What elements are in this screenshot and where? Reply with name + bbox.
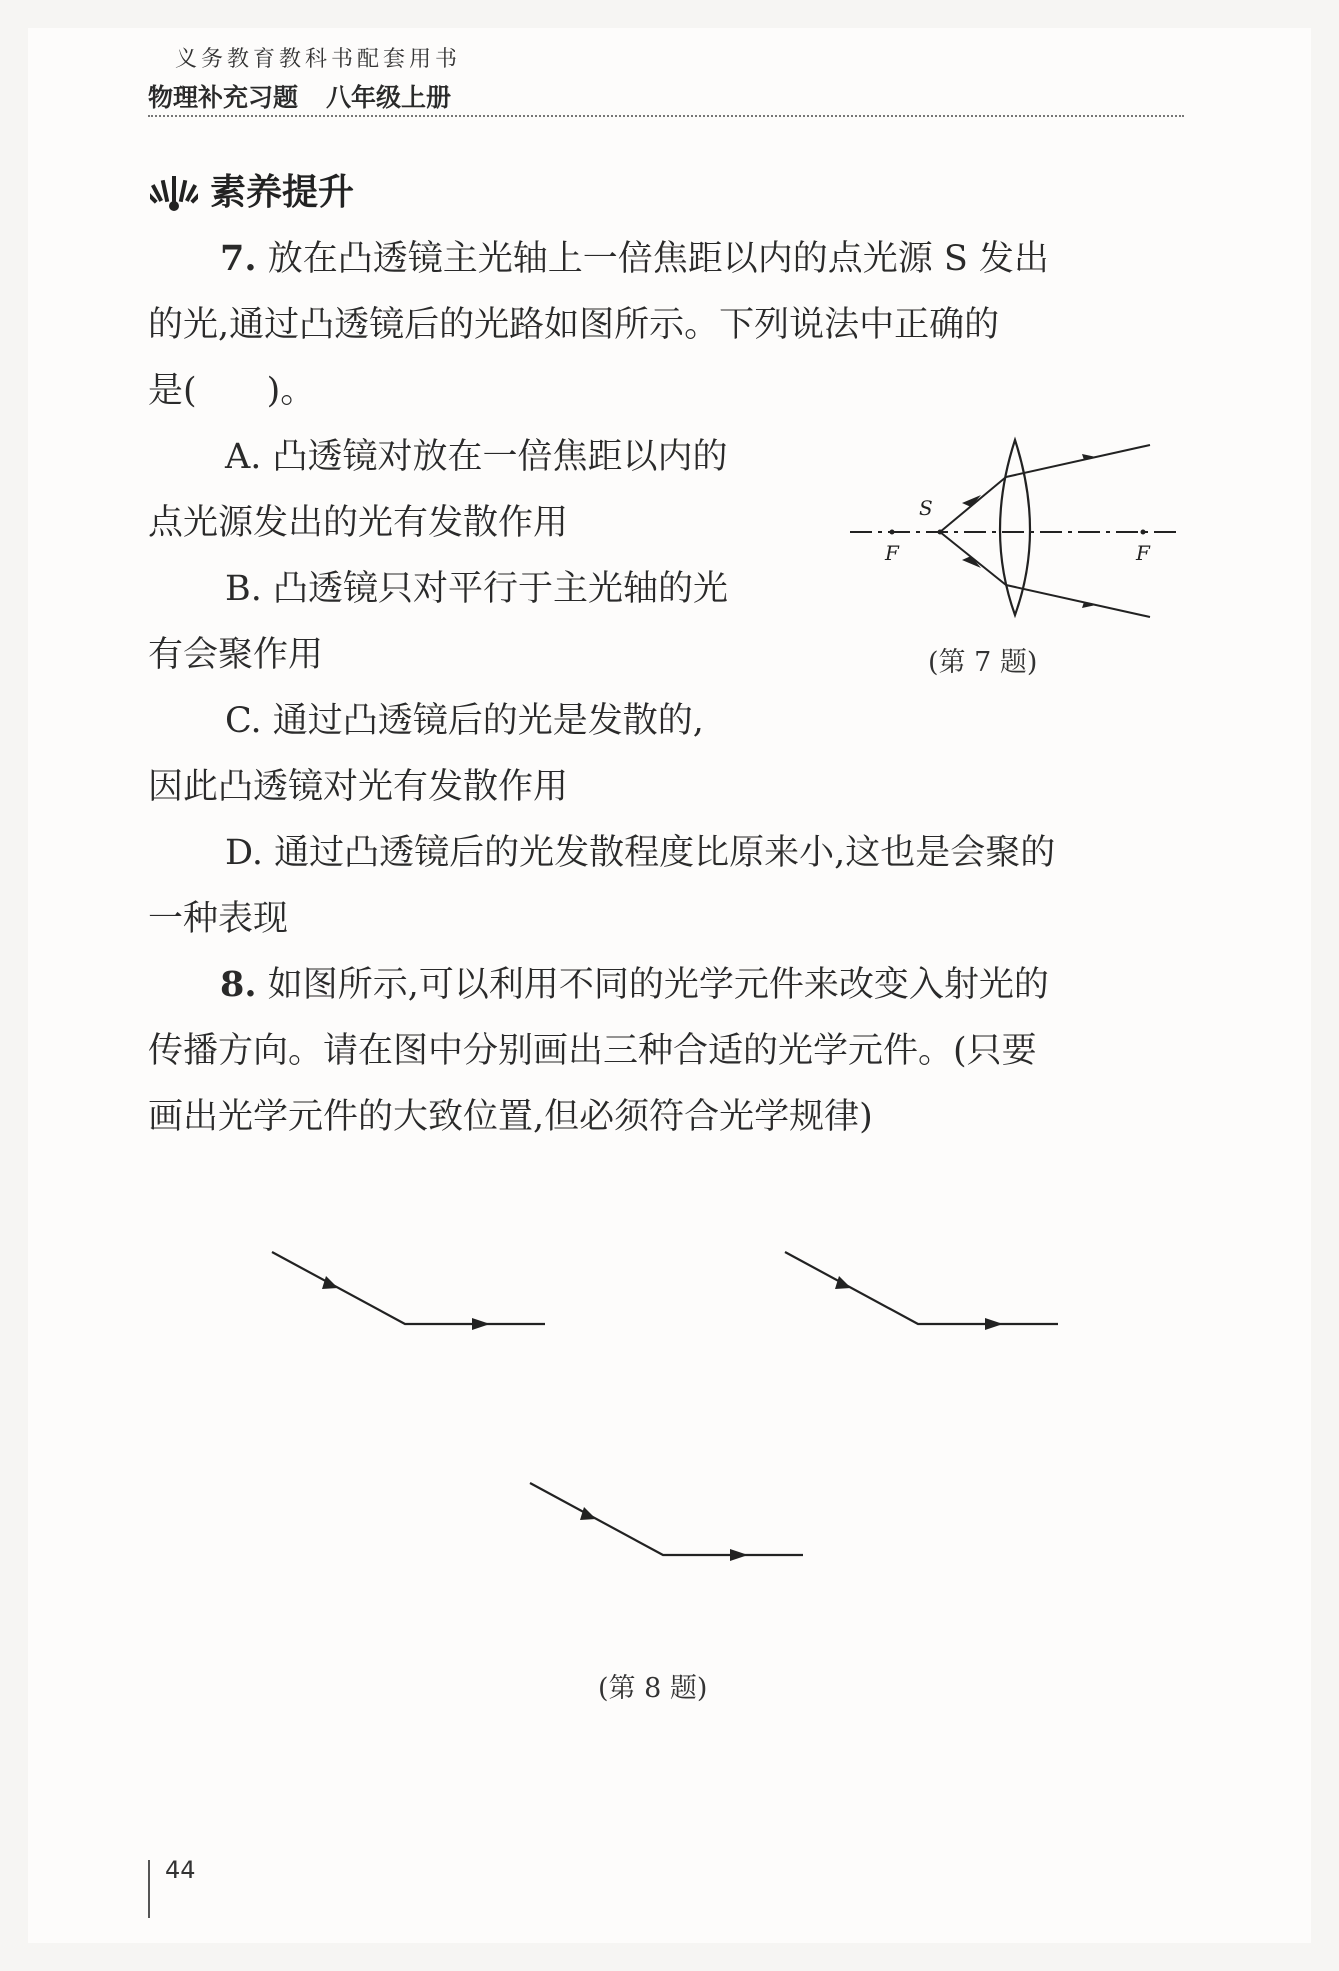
label-f-right: F xyxy=(1136,541,1150,565)
series-header: 义务教育教科书配套用书 xyxy=(175,47,462,72)
arrow-3-out xyxy=(730,1549,748,1561)
q7-option-d-line1: D. 通过凸透镜后的光发散程度比原来小,这也是会聚的 xyxy=(225,833,1056,873)
q8-stem-line1: 如图所示,可以利用不同的光学元件来改变入射光的 xyxy=(267,965,1049,1005)
label-s: S xyxy=(919,496,933,520)
ray-diagram-3 xyxy=(530,1483,803,1555)
q7-option-b-line2: 有会聚作用 xyxy=(148,635,324,675)
q8-stem-line3: 画出光学元件的大致位置,但必须符合光学规律) xyxy=(148,1097,873,1137)
q7-option-c-line1: C. 通过凸透镜后的光是发散的, xyxy=(225,701,704,741)
q7-stem-line1: 放在凸透镜主光轴上一倍焦距以内的点光源 S 发出 xyxy=(267,239,1049,279)
ray-diagram-2 xyxy=(785,1252,1058,1324)
page-number: 44 xyxy=(165,1856,196,1884)
figure7-caption: (第 7 题) xyxy=(928,647,1038,678)
page-number-bar xyxy=(148,1860,150,1918)
arrow-3-in xyxy=(580,1507,596,1520)
section-title: 素养提升 xyxy=(210,172,355,213)
q7-option-a-line2: 点光源发出的光有发散作用 xyxy=(148,503,569,543)
q7-stem-line2: 的光,通过凸透镜后的光路如图所示。下列说法中正确的 xyxy=(148,305,1000,345)
q7-option-d-line2: 一种表现 xyxy=(148,899,289,939)
q7-stem-line3: 是( )。 xyxy=(148,371,316,411)
book-title: 物理补充习题 xyxy=(148,83,299,112)
q8-number: 8. xyxy=(220,964,257,1005)
ray-diagram-1 xyxy=(272,1252,545,1324)
arrow-2-out xyxy=(985,1318,1003,1330)
arrow-1-in xyxy=(322,1276,338,1289)
grade-label: 八年级上册 xyxy=(326,83,452,112)
figure8-caption: (第 8 题) xyxy=(598,1673,708,1704)
q8-stem-line2: 传播方向。请在图中分别画出三种合适的光学元件。(只要 xyxy=(148,1031,1037,1071)
q7-option-c-line2: 因此凸透镜对光有发散作用 xyxy=(148,767,569,807)
q7-option-a-line1: A. 凸透镜对放在一倍焦距以内的 xyxy=(225,437,728,477)
arrow-1-out xyxy=(472,1318,490,1330)
q7-option-b-line1: B. 凸透镜只对平行于主光轴的光 xyxy=(225,569,728,609)
label-f-left: F xyxy=(885,541,899,565)
q7-number: 7. xyxy=(220,238,257,279)
arrow-2-in xyxy=(835,1276,851,1289)
